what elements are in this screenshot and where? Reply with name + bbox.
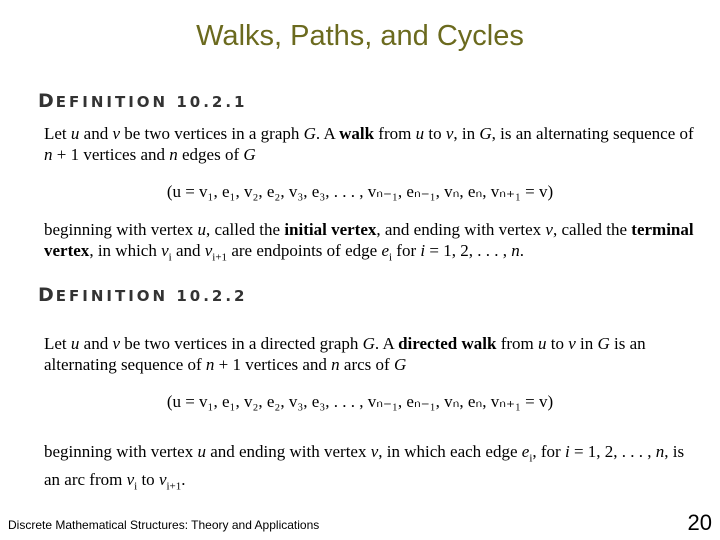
slide-title: Walks, Paths, and Cycles <box>196 20 524 52</box>
page-number: 20 <box>687 510 712 535</box>
definition-1-paragraph-2: beginning with vertex u, called the initial vertex, and ending with vertex v, called the terminal vertex, in which $v_i$ and $v_{i+1}$ are endpoints of edge $e_i$ for i = 1, 2, . . . , n. <box>44 220 694 264</box>
definition-heading-1: DEFINITION 10.2.1 <box>38 90 248 112</box>
definition-1-paragraph-1: Let u and v be two vertices in a graph G. A walk from u to v, in G, is an alternating sequence of n + 1 vertices and n edges of G <box>44 124 694 164</box>
footer-book-title: Discrete Mathematical Structures: Theory and Applications <box>8 518 320 532</box>
definition-1-formula: (u = v₁, e₁, v₂, e₂, v₃, e₃, . . . , vₙ₋₁, eₙ₋₁, vₙ, eₙ, vₙ₊₁ = v) <box>166 182 554 201</box>
definition-2-paragraph-2: beginning with vertex u and ending with vertex v, in which each edge $e_i$, for i = 1, 2, . . . , n, is an arc from $v_i$ to $v_{i+1}$. <box>44 442 685 493</box>
definition-heading-2: DEFINITION 10.2.2 <box>38 284 248 306</box>
definition-2-formula: (u = v₁, e₁, v₂, e₂, v₃, e₃, . . . , vₙ₋₁, eₙ₋₁, vₙ, eₙ, vₙ₊₁ = v) <box>166 392 554 411</box>
definition-2-paragraph-1: Let u and v be two vertices in a directed graph G. A directed walk from u to v in G is an alternating sequence of n + 1 vertices and n arcs of G <box>44 334 646 374</box>
